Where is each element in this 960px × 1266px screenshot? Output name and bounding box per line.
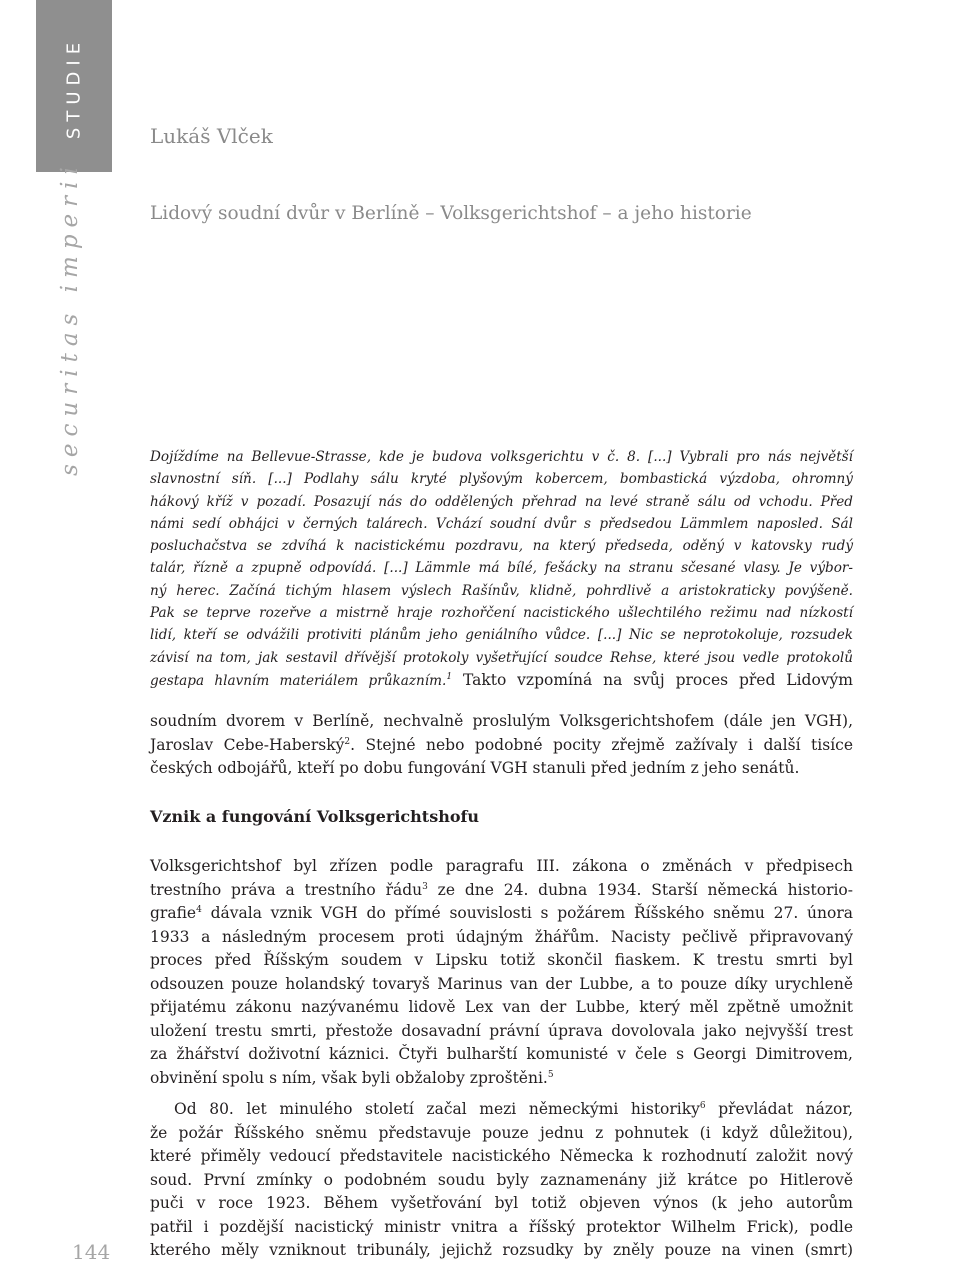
paragraph-origin bbox=[150, 855, 853, 1090]
body-line bbox=[150, 734, 853, 758]
section-heading: Vznik a fungování Volksgerichtshofu bbox=[150, 807, 480, 826]
body-fragment: převládat názor, bbox=[705, 1100, 853, 1118]
intro-italic-end: gestapa hlavním materiálem průkazním. bbox=[150, 672, 447, 689]
article-title: Lidový soudní dvůr v Berlíně – Volksgerichtshof – a jeho historie bbox=[150, 203, 752, 224]
body-line: českých odbojářů, kteří po dobu fungování VGH stanuli před jedním z jeho senátů. bbox=[150, 759, 800, 777]
intro-line: posluchačstva se zdvíhá k nacistickému pozdravu, na který předseda, oděný v katovsky rudý bbox=[150, 538, 853, 555]
body-line: soud. První zmínky o podobném soudu byly zaznamenány již krátce po Hitlerově bbox=[150, 1170, 853, 1189]
body-fragment: Od 80. let minulého století začal mezi německými historiky bbox=[174, 1100, 700, 1118]
intro-line: hákový kříž v pozadí. Posazují nás do oddělených přehrad na levé straně sálu od vchodu. Před bbox=[150, 493, 853, 510]
body-line: Volksgerichtshof byl zřízen podle paragrafu III. zákona o změnách v předpisech bbox=[150, 857, 853, 875]
footnote-ref: 1 bbox=[446, 671, 453, 682]
body-line: soudním dvorem v Berlíně, nechvalně proslulým Volksgerichtshofem (dále jen VGH), bbox=[150, 712, 853, 730]
body-fragment: . Stejné nebo podobné pocity zřejmě zažívaly i další tisíce bbox=[350, 735, 853, 754]
intro-quote bbox=[150, 446, 853, 691]
body-fragment: obvinění spolu s ním, však byli obžaloby zproštěni. bbox=[150, 1068, 548, 1087]
intro-tail bbox=[150, 710, 853, 781]
footnote-ref: 3 bbox=[422, 881, 428, 892]
intro-line: lidí, kteří se odvážili protiviti plánům jeho geniálního vůdce. [...] Nic se neprotokoluje, rozsudek bbox=[150, 627, 853, 644]
body-line bbox=[150, 1067, 853, 1091]
body-line: uložení trestu smrti, přestože dosavadní právní úprava dovolovala jako nejvyšší trest bbox=[150, 1021, 853, 1040]
body-line: proces před Říšským soudem v Lipsku totiž skončil fiaskem. K trestu smrti byl bbox=[150, 951, 853, 969]
body-line: že požár Říšského sněmu představuje pouze jednu z pohnutek (i když důležitou), bbox=[150, 1123, 853, 1142]
body-line: přijatému zákonu nazývanému lidově Lex van der Lubbe, který měl zpětně umožnit bbox=[150, 998, 853, 1016]
intro-line-mixed bbox=[150, 669, 853, 691]
section-tab-label: STUDIE bbox=[63, 36, 85, 140]
intro-line: ný herec. Začíná tichým hlasem výslech Rašínův, klidně, pohrdlivě a aristokraticky povýšeně. bbox=[150, 582, 853, 599]
body-line bbox=[150, 879, 853, 903]
body-line: za žhářství doživotní káznici. Čtyři bulharští komunisté v čele s Georgi Dimitrovem, bbox=[150, 1045, 853, 1063]
intro-line: slavnostní síň. [...] Podlahy sálu kryté plyšovým kobercem, bombastická výzdoba, ohromný bbox=[150, 471, 853, 488]
intro-plain-start: Takto vzpomíná na svůj proces před Lidovým bbox=[452, 670, 853, 689]
page-number: 144 bbox=[72, 1240, 111, 1264]
body-line: které přiměly vedoucí představitele nacistického Německa k rozhodnutí založit nový bbox=[150, 1147, 853, 1165]
section-tab bbox=[36, 0, 112, 172]
author-name: Lukáš Vlček bbox=[150, 124, 273, 148]
body-line bbox=[150, 1098, 853, 1122]
footnote-ref: 4 bbox=[196, 905, 202, 915]
intro-line: talár, řízně a zpupně odpovídá. [...] Lämmle má bílé, fešácky na stranu sčesané vlasy. Je výbor- bbox=[150, 560, 853, 577]
body-line: kterého měly vzniknout tribunály, jejichž rozsudky by zněly pouze na vinen (smrt) bbox=[150, 1241, 853, 1259]
body-line: patřil i pozdější nacistický ministr vnitra a říšský protektor Wilhelm Frick), podle bbox=[150, 1217, 853, 1236]
paragraph-motives bbox=[150, 1098, 853, 1263]
body-fragment: grafie bbox=[150, 904, 197, 922]
intro-line: závisí na tom, jak sestavil dřívější protokoly vyšetřující soudce Rehse, které jsou vedle protokolů bbox=[150, 649, 853, 666]
intro-line: Pak se teprve rozeřve a mistrně hraje rozhořčení nacistického ušlechtilého režimu nad nízkostí bbox=[150, 605, 853, 622]
intro-line: námi sedí obhájci v černých talárech. Vchází soudní dvůr s předsedou Lämmlem naposled. Sál bbox=[150, 515, 853, 532]
body-fragment: ze dne 24. dubna 1934. Starší německá historio- bbox=[427, 880, 853, 899]
body-line: odsouzen pouze holandský tovaryš Marinus van der Lubbe, a to pouze díky urychleně bbox=[150, 974, 853, 993]
body-fragment: trestního práva a trestního řádu bbox=[150, 880, 423, 899]
body-fragment: dávala vznik VGH do přímé souvislosti s požárem Říšského sněmu 27. února bbox=[201, 904, 853, 922]
footnote-ref: 5 bbox=[547, 1069, 554, 1080]
journal-title: securitas imperii bbox=[57, 160, 83, 476]
footnote-ref: 2 bbox=[344, 736, 351, 747]
footnote-ref: 6 bbox=[699, 1101, 706, 1111]
body-line: puči v roce 1923. Během vyšetřování byl totiž objeven výnos (k jeho autorům bbox=[150, 1194, 853, 1212]
body-line: 1933 a následným procesem proti údajným žhářům. Nacisty pečlivě připravovaný bbox=[150, 927, 853, 946]
body-line bbox=[150, 902, 853, 926]
author-witness: Jaroslav Cebe-Haberský bbox=[150, 735, 345, 754]
intro-line: Dojíždíme na Bellevue-Strasse, kde je budova volksgerichtu v č. 8. [...] Vybrali pro nás největší bbox=[150, 449, 853, 465]
